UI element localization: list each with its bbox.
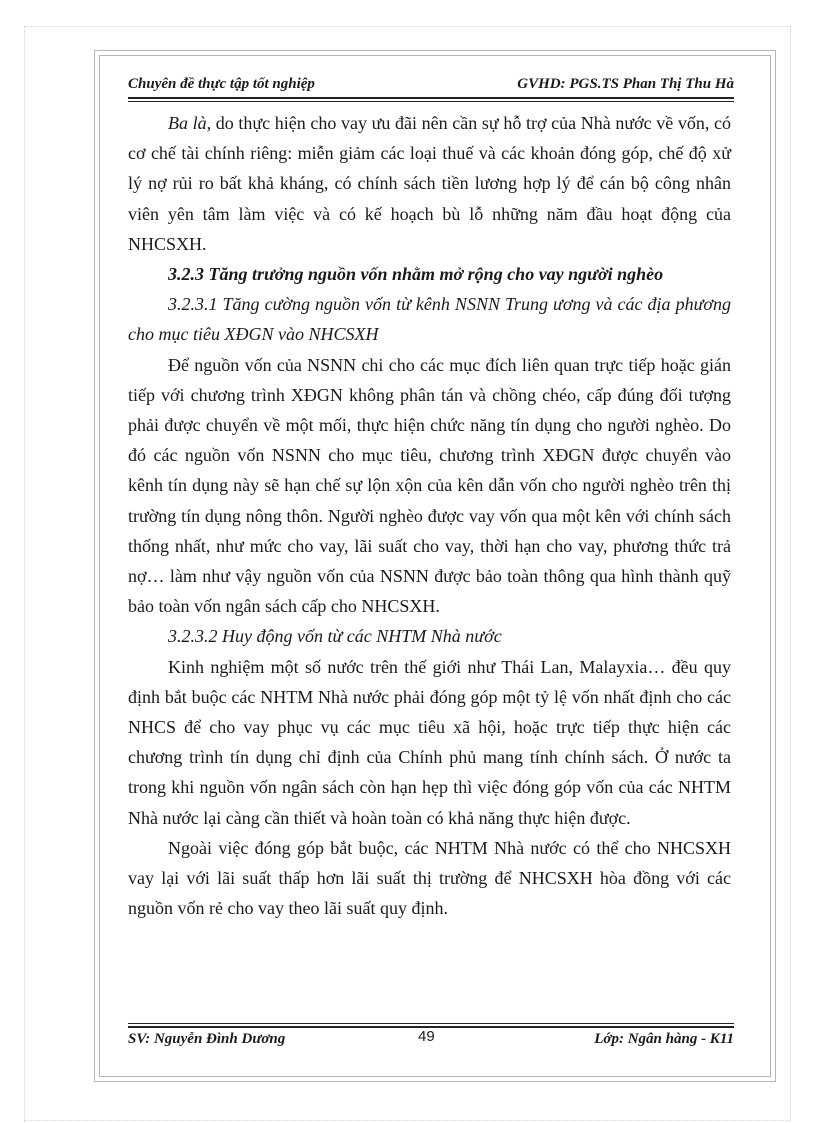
footer-class: Lớp: Ngân hàng - K11 [594,1031,734,1047]
footer-rule-thin [128,1023,734,1024]
paragraph-text: do thực hiện cho vay ưu đãi nên cần sự hỗ trợ của Nhà nước về vốn, có cơ chế tài chính riêng: miễn giảm các loại thuế và các khoản đóng góp, chế độ xử lý nợ rủi ro bất khả kháng, có chính sách tiền lương hợp lý để cán bộ công nhân viên yên tâm làm việc và có kế hoạch bù lỗ những năm đầu hoạt động của NHCSXH. [128,113,731,254]
page-edge-right [790,26,791,1122]
page-edge-top [24,26,790,27]
page-footer [128,1028,734,1048]
paragraph-nsnn: Để nguồn vốn của NSNN chi cho các mục đích liên quan trực tiếp hoặc gián tiếp với chương trình XĐGN không phân tán và chồng chéo, cấp đúng đối tượng phải được chuyển về một mối, thực hiện chức năng tín dụng cho người nghèo. Do đó các nguồn vốn NSNN cho mục tiêu, chương trình XĐGN được chuyển vào kênh tín dụng này sẽ hạn chế sự lộn xộn của kên dẫn vốn cho người nghèo trên thị trường tín dụng nông thôn. Người nghèo được vay vốn qua một kên với chính sách thống nhất, như mức cho vay, lãi suất cho vay, thời hạn cho vay, phương thức trả nợ… làm như vậy nguồn vốn của NSNN được bảo toàn thông qua hình thành quỹ bảo toàn vốn ngân sách cấp cho NHCSXH. [128,354,731,617]
page-header [128,76,734,93]
page-edge-bottom [24,1120,790,1121]
paragraph-ba-la [128,108,731,259]
section-heading-3-2-3: 3.2.3 Tăng trưởng nguồn vốn nhằm mở rộng cho vay người nghèo [168,264,664,285]
subsection-heading-3-2-3-1: 3.2.3.1 Tăng cường nguồn vốn từ kênh NSNN Trung ương và các địa phương cho mục tiêu XĐGN vào NHCSXH [128,294,731,345]
paragraph-ngoai-viec: Ngoài việc đóng góp bắt buộc, các NHTM Nhà nước có thể cho NHCSXH vay lại với lãi suất thấp hơn lãi suất thị trường để NHCSXH hòa đồng với các nguồn vốn rẻ cho vay theo lãi suất quy định. [128,837,731,919]
header-rule-thick [128,97,734,99]
footer-student: SV: Nguyễn Đình Dương [128,1031,286,1047]
page-edge-left [24,26,25,1122]
header-advisor: GVHD: PGS.TS Phan Thị Thu Hà [517,76,734,92]
page-number: 49 [418,1028,435,1045]
page-body [128,108,731,923]
header-title: Chuyên đề thực tập tốt nghiệp [128,76,315,92]
paragraph-kinh-nghiem: Kinh nghiệm một số nước trên thế giới như Thái Lan, Malayxia… đều quy định bắt buộc các NHTM Nhà nước phải đóng góp một tỷ lệ vốn nhất định cho các NHCS để cho vay phục vụ các mục tiêu xã hội, hoặc trực tiếp thực hiện các chương trình tín dụng chỉ định của Chính phủ mang tính chính sách. Ở nước ta trong khi nguồn vốn ngân sách còn hạn hẹp thì việc đóng góp vốn của các NHTM Nhà nước lại càng cần thiết và hoàn toàn có khả năng thực hiện được. [128,656,731,828]
paragraph-lead: Ba là, [168,113,212,133]
subsection-heading-3-2-3-2: 3.2.3.2 Huy động vốn từ các NHTM Nhà nước [168,626,502,647]
header-rule-thin [128,101,734,102]
